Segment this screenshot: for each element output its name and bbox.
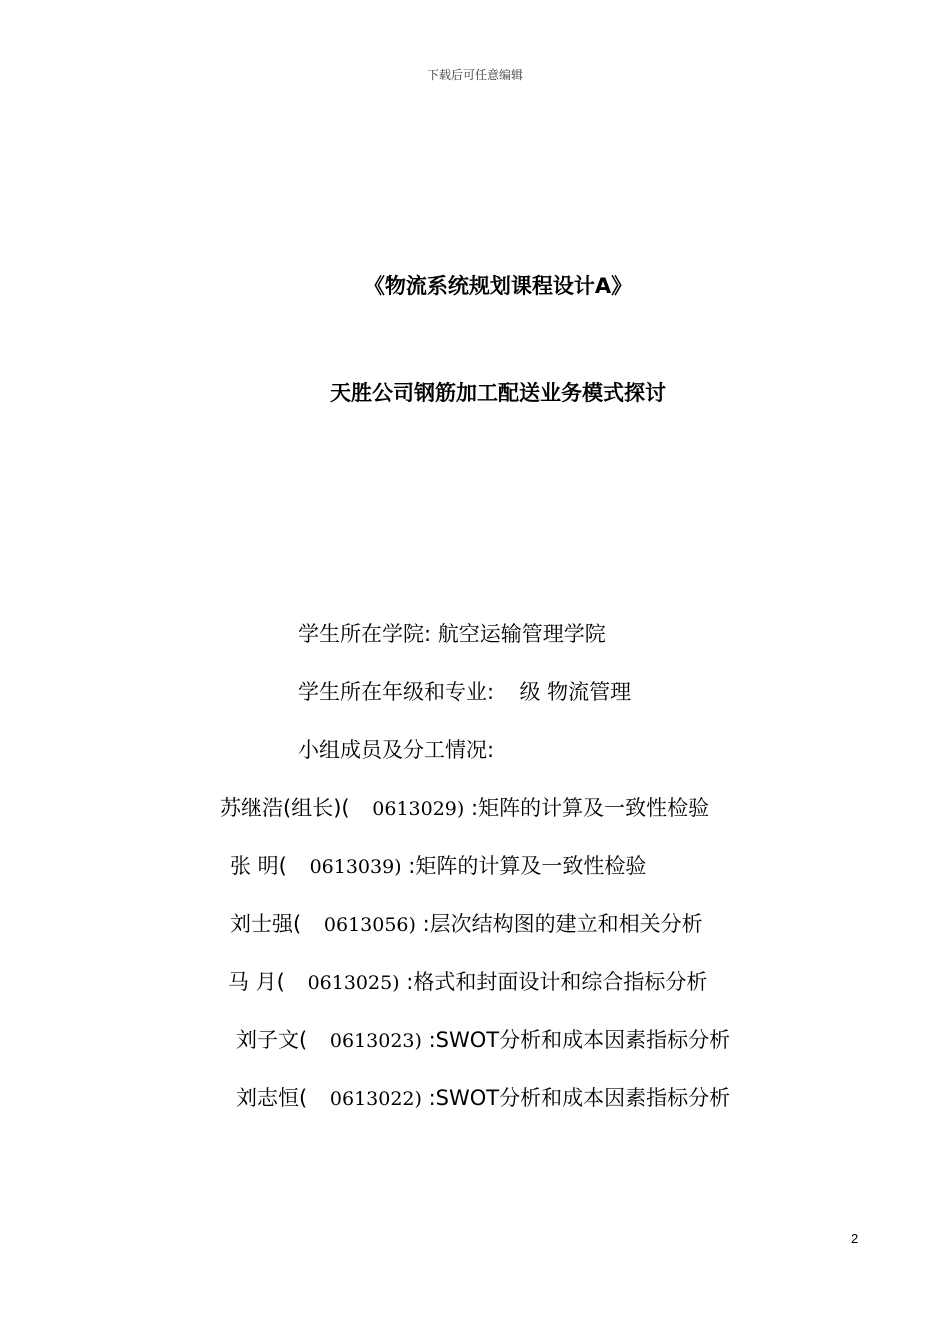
member-name: 刘士强( <box>230 912 302 936</box>
major-label: 学生所在年级和专业: <box>298 680 495 704</box>
member-task: :矩阵的计算及一致性检验 <box>408 854 647 878</box>
member-row <box>230 850 646 880</box>
member-name: 刘子文( <box>236 1028 308 1052</box>
page-number: 2 <box>851 1231 859 1246</box>
member-task: :矩阵的计算及一致性检验 <box>471 796 710 820</box>
major-line <box>298 676 631 706</box>
member-row <box>220 792 709 822</box>
member-task: :格式和封面设计和综合指标分析 <box>406 970 708 994</box>
college-line <box>298 618 606 648</box>
member-row <box>230 908 703 938</box>
member-row <box>228 966 707 996</box>
college-label: 学生所在学院: <box>298 622 432 646</box>
member-name: 刘志恒( <box>236 1086 308 1110</box>
member-name: 张 明( <box>230 854 287 878</box>
member-id: 0613029) <box>372 798 465 820</box>
thesis-title: 天胜公司钢筋加工配送业务模式探讨 <box>330 381 666 405</box>
member-id: 0613022) <box>329 1088 422 1110</box>
member-id: 0613056) <box>323 914 416 936</box>
member-name: 苏继浩(组长)( <box>220 796 350 820</box>
member-row <box>236 1024 730 1054</box>
member-id: 0613023) <box>329 1030 422 1052</box>
course-title: 《物流系统规划课程设计A》 <box>363 274 633 298</box>
major-value: 级 物流管理 <box>519 680 632 704</box>
member-id: 0613025) <box>307 972 400 994</box>
member-id: 0613039) <box>309 856 402 878</box>
members-heading: 小组成员及分工情况: <box>298 738 495 762</box>
page-header-note: 下载后可任意编辑 <box>426 68 523 82</box>
member-task: :SWOT分析和成本因素指标分析 <box>428 1028 731 1052</box>
member-name: 马 月( <box>228 970 285 994</box>
member-task: :层次结构图的建立和相关分析 <box>422 912 703 936</box>
member-task: :SWOT分析和成本因素指标分析 <box>428 1086 731 1110</box>
college-value: 航空运输管理学院 <box>437 622 606 646</box>
member-row <box>236 1082 730 1112</box>
